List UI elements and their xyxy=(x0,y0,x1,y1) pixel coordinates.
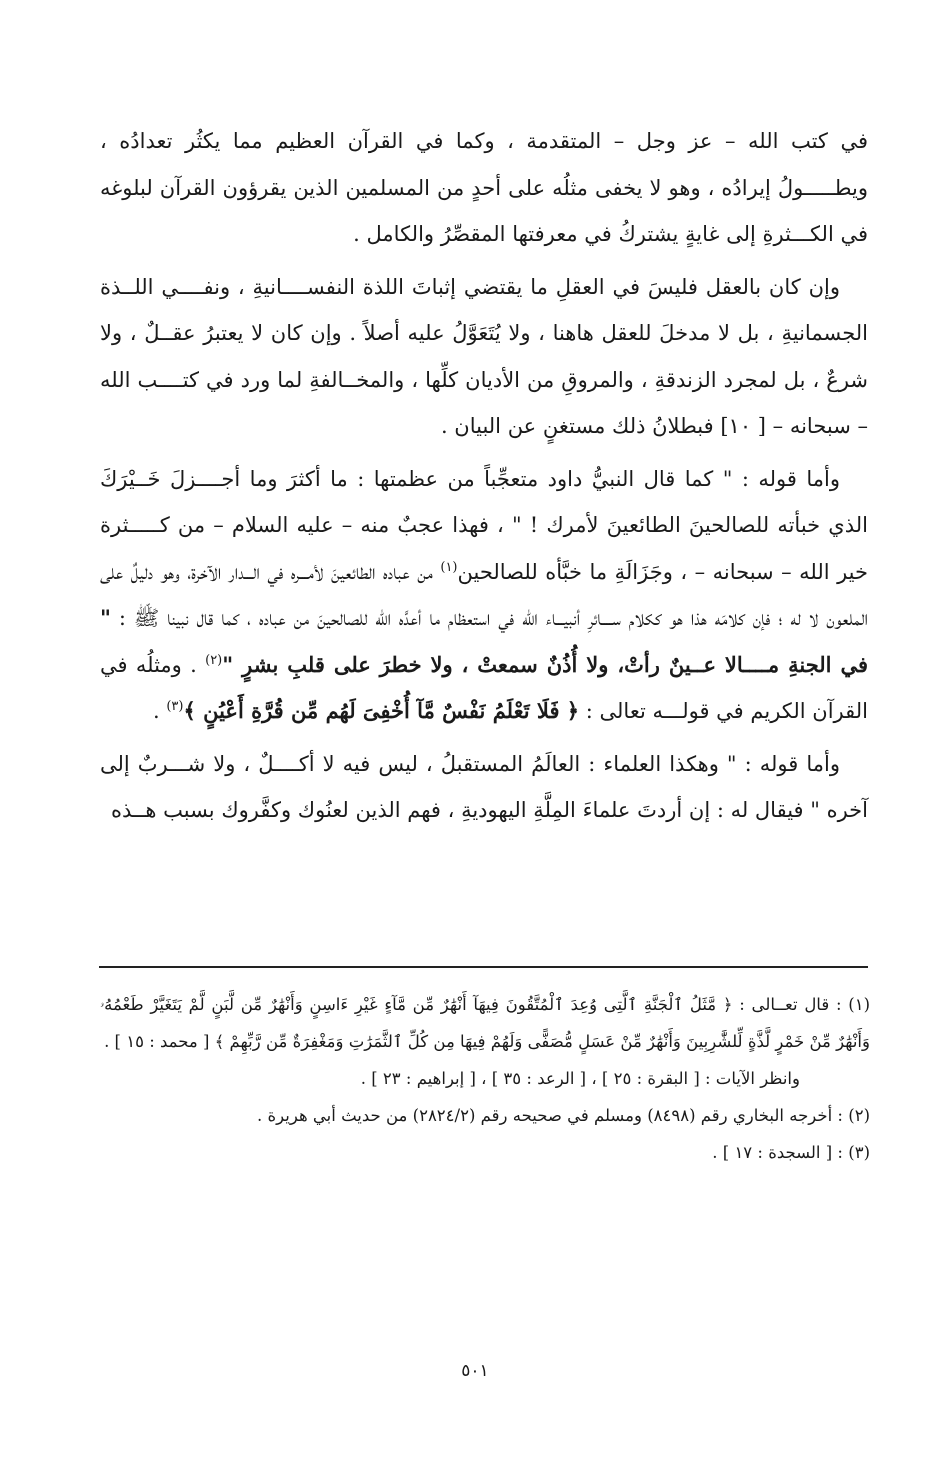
paragraph-3-before: وأما قوله : " كما قال النبيُّ داود متعجِّباً من عظمتها : ما أكثرَ وما أجــــزلَ خَــيْرَكَ الذي خبأته للصالحينَ الطائعينَ لأمرك ! " ، فهذا عجبٌ منه – عليه السلام – من كـــــثرة خير الله – سبحانه – ، وجَزَالَةِ ما خبَّأه للصالحين xyxy=(100,466,869,584)
paragraph-4: وأما قوله : " وهكذا العلماء : العالَمُ المستقبلُ ، ليس فيه لا أكــــلٌ ، ولا شـــربٌ إلى آخره " فيقال له : إن أردتَ علماءَ المِلَّةِ اليهوديةِ ، فهم الذين لعنُوك وكفَّروك بسبب هــذه xyxy=(100,751,868,822)
footnote-2: (٢) : أخرجه البخاري رقم (٨٤٩٨) ومسلم في صحيحه رقم (٢٨٢٤/٢) من حديث أبي هريرة . xyxy=(257,1106,870,1125)
paragraph-3-middle-1: من عباده الطائعينَ لأمـــره في الـــدار الآخرة، وهو دليلٌ على الملعون لا له ؛ فإن كلامَه هذا هو ككلام ســــائرِ أنبيـــاء الله في استعظام ما أعدَّه الله للصالحينَ من عباده ، كما قال نبينا ﷺ : xyxy=(100,559,868,630)
paragraph-3-middle-2: . ومثلُه في القرآن الكريم في قولـــه تعالى : xyxy=(100,652,868,723)
footnote-marker-1[interactable]: (١) xyxy=(440,559,458,575)
paragraph-3-after: . xyxy=(152,699,167,723)
footnote-1-related-verses: وانظر الآيات : [ البقرة : ٢٥ ] ، [ الرعد : ٣٥ ] ، [ إبراهيم : ٢٣ ] . xyxy=(360,1069,800,1088)
paragraph-3 xyxy=(100,456,868,735)
hadith-quote: " في الجنةِ مــــالا عــينٌ رأتْ، ولا أُذُنٌ سمعتْ ، ولا خطرَ على قلبِ بشرٍ " xyxy=(100,605,868,677)
footnote-divider xyxy=(99,966,868,968)
paragraph-1: في كتب الله – عز وجل – المتقدمة ، وكما في القرآن العظيم مما يكثُر تعدادُه ، ويطـــــولُ إيرادُه ، وهو لا يخفى مثلُه على أحدٍ من المسلمين الذين يقرؤون القرآن لبلوغه في الكـــثرةِ إلى غايةٍ يشتركُ في معرفتها المقصِّرُ والكامل . xyxy=(100,129,868,246)
footnote-3: (٣) : [ السجدة : ١٧ ] . xyxy=(712,1143,870,1162)
main-text xyxy=(100,118,868,834)
quran-verse: ﴿ فَلَا تَعْلَمُ نَفْسٌ مَّآ أُخْفِىَ لَهُم مِّن قُرَّةِ أَعْيُنٍ ﴾ xyxy=(183,698,580,723)
page-number: ٥٠١ xyxy=(461,1361,489,1381)
footnotes xyxy=(100,986,870,1171)
paragraph-2: وإن كان بالعقل فليسَ في العقلِ ما يقتضي إثباتَ اللذة النفســــانيةِ ، ونفــــي اللــذة الجسمانيةِ ، بل لا مدخلَ للعقل هاهنا ، ولا يُتَعَوَّلُ عليه أصلاً . وإن كان لا يعتبرُ عقــلٌ ، ولا شرعٌ ، بل لمجرد الزندقةِ ، والمروقِ من الأديان كلِّها ، والمخــالفةِ لما ورد في كتــــب الله – سبحانه – [ ١٠] فبطلانُ ذلك مستغنٍ عن البيان . xyxy=(100,274,868,438)
footnote-marker-3[interactable]: (٣) xyxy=(166,699,184,714)
footnote-marker-2[interactable]: (٢) xyxy=(205,652,223,668)
footnote-1: (١) : قال تعــالى : ﴿ مَّثَلُ ٱلْجَنَّةِ ٱلَّتِى وُعِدَ ٱلْمُتَّقُونَ فِيهَآ أَنْهَٰرٌ مِّن مَّآءٍ غَيْرِ ءَاسِنٍ وَأَنْهَٰرٌ مِّن لَّبَنٍ لَّمْ يَتَغَيَّرْ طَعْمُهُۥ وَأَنْهَٰرٌ مِّنْ خَمْرٍ لَّذَّةٍ لِّلشَّٰرِبِينَ وَأَنْهَٰرٌ مِّنْ عَسَلٍ مُّصَفًّى وَلَهُمْ فِيهَا مِن كُلِّ ٱلثَّمَرَٰتِ وَمَغْفِرَةٌ مِّن رَّبِّهِمْ ﴾ [ محمد : ١٥ ] . xyxy=(100,995,870,1051)
